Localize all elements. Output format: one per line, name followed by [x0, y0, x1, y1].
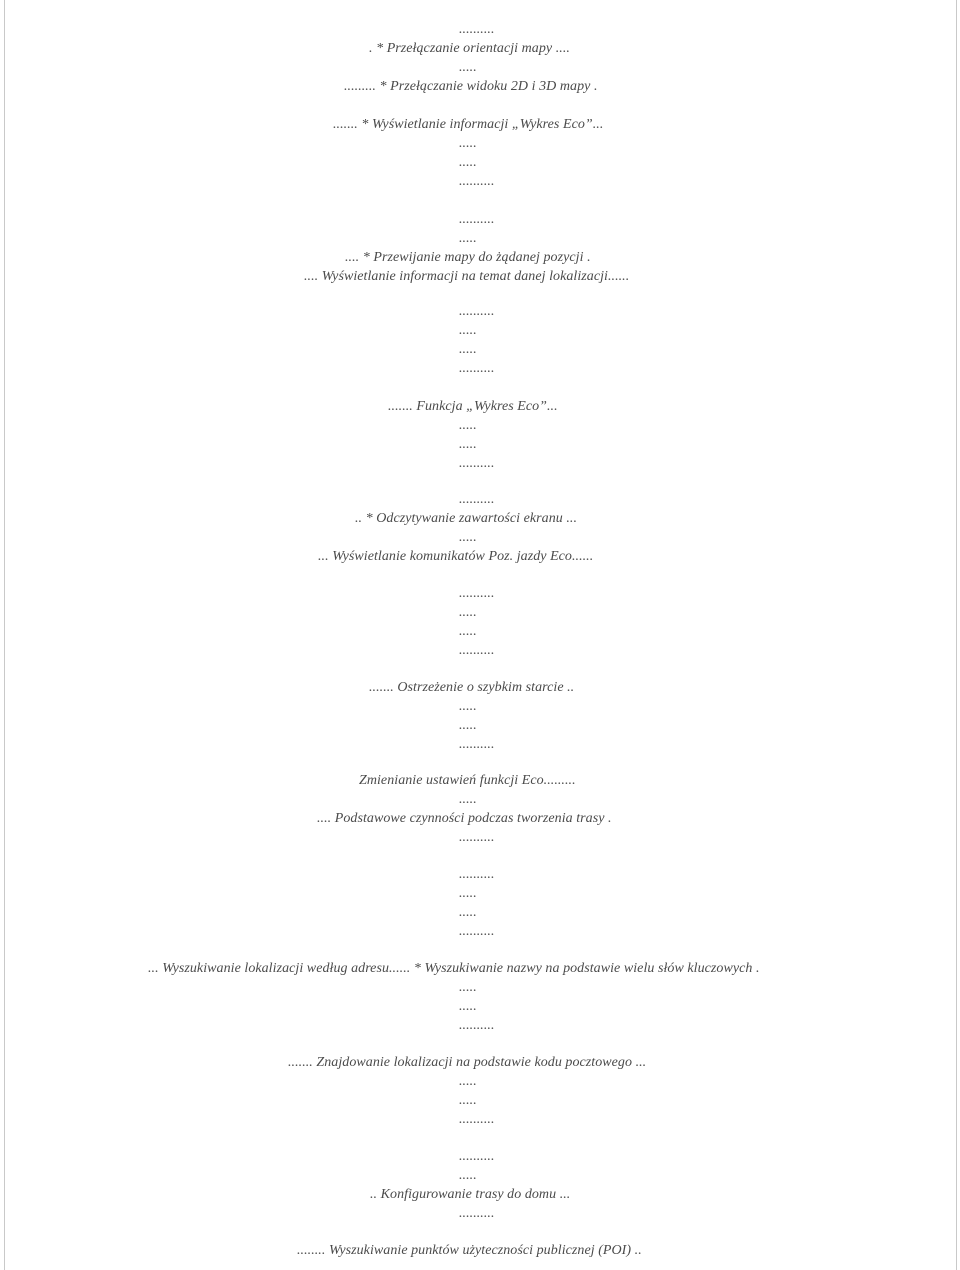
toc-line: ..... [459, 999, 477, 1014]
toc-line: ... Wyświetlanie komunikatów Poz. jazdy Eco...... [318, 549, 594, 564]
toc-line: .......... [459, 643, 495, 658]
toc-line: ..... [459, 886, 477, 901]
toc-line: ..... [459, 905, 477, 920]
toc-line: ..... [459, 980, 477, 995]
toc-line: .......... [459, 174, 495, 189]
toc-line: ..... [459, 1168, 477, 1183]
toc-line: ..... [459, 624, 477, 639]
toc-line: ..... [459, 1093, 477, 1108]
toc-line: ..... [459, 418, 477, 433]
toc-line: ....... Znajdowanie lokalizacji na podstawie kodu pocztowego ... [288, 1055, 647, 1070]
toc-line: ..... [459, 342, 477, 357]
toc-line: .......... [459, 830, 495, 845]
toc-line: .......... [459, 212, 495, 227]
toc-line: .......... [459, 22, 495, 37]
toc-line: ....... Ostrzeżenie o szybkim starcie .. [369, 680, 575, 695]
toc-line: ......... * Przełączanie widoku 2D i 3D mapy . [344, 79, 598, 94]
toc-line: .......... [459, 361, 495, 376]
toc-line: ..... [459, 530, 477, 545]
toc-line: .... Podstawowe czynności podczas tworzenia trasy . [317, 811, 612, 826]
toc-line: . * Przełączanie orientacji mapy .... [369, 41, 570, 56]
toc-line: .......... [459, 867, 495, 882]
toc-line: .......... [459, 492, 495, 507]
left-margin-rule [4, 0, 5, 1270]
toc-line: Zmienianie ustawień funkcji Eco......... [359, 773, 576, 788]
toc-line: ..... [459, 1074, 477, 1089]
toc-line: ..... [459, 323, 477, 338]
toc-line: ... Wyszukiwanie lokalizacji według adresu...... * Wyszukiwanie nazwy na podstawie wielu słów kluczowych . [148, 961, 760, 976]
toc-line: ..... [459, 155, 477, 170]
toc-line: ..... [459, 437, 477, 452]
toc-line: ..... [459, 605, 477, 620]
toc-line: .......... [459, 737, 495, 752]
toc-line: ....... Funkcja „Wykres Eco”... [388, 399, 558, 414]
toc-line: .......... [459, 1018, 495, 1033]
toc-line: .......... [459, 456, 495, 471]
toc-line: .... Wyświetlanie informacji na temat danej lokalizacji...... [304, 269, 630, 284]
toc-line: .......... [459, 1206, 495, 1221]
toc-line: .......... [459, 304, 495, 319]
toc-line: .... * Przewijanie mapy do żądanej pozycji . [345, 250, 591, 265]
toc-line: .......... [459, 924, 495, 939]
toc-line: .......... [459, 1149, 495, 1164]
toc-line: .. * Odczytywanie zawartości ekranu ... [355, 511, 578, 526]
toc-line: ....... * Wyświetlanie informacji „Wykres Eco”... [333, 117, 604, 132]
toc-line: ..... [459, 792, 477, 807]
right-margin-rule [956, 0, 957, 1270]
toc-line: ..... [459, 231, 477, 246]
toc-line: .......... [459, 586, 495, 601]
toc-line: .......... [459, 1112, 495, 1127]
toc-line: ..... [459, 60, 477, 75]
toc-line: ..... [459, 718, 477, 733]
toc-line: ........ Wyszukiwanie punktów użyteczności publicznej (POI) .. [297, 1243, 642, 1258]
toc-line: ..... [459, 699, 477, 714]
toc-line: ..... [459, 136, 477, 151]
toc-line: .. Konfigurowanie trasy do domu ... [370, 1187, 571, 1202]
